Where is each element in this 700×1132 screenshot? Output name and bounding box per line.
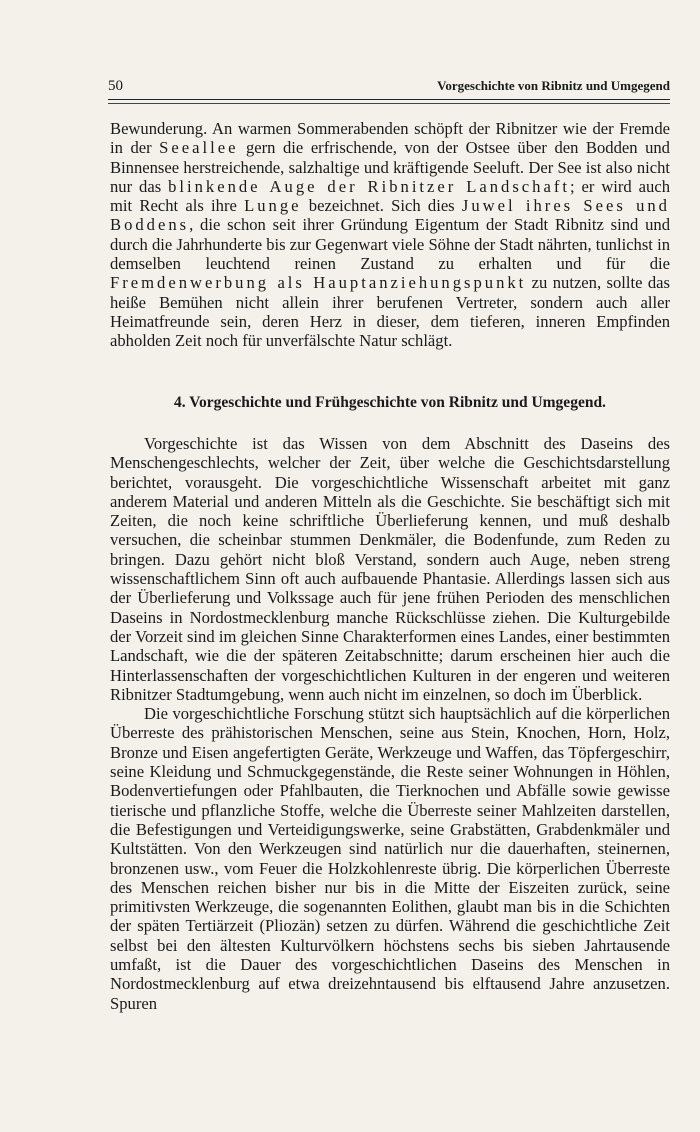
running-head: Vorgeschichte von Ribnitz und Umgegend bbox=[437, 78, 670, 93]
spaced-emphasis: Juwel ihres Sees und Boddens bbox=[110, 196, 670, 235]
continuation-paragraph bbox=[110, 119, 670, 351]
text-run: ; er wird auch mit Recht als ihre bbox=[110, 176, 670, 216]
text-run: bezeichnet. Sich dies bbox=[301, 196, 462, 216]
paragraph: Die vorgeschichtliche Forschung stützt sich hauptsächlich auf die körperlichen Überreste des prähistorischen Menschen, seine aus Stein, Knochen, Horn, Holz, Bronze und Eisen angefertigten Geräte, Werkzeuge und Waffen, das Töpfergeschirr, seine Kleidung und Schmuckgegenstände, die Reste seiner Wohnungen in Höhlen, Bodenvertiefungen oder Pfahlbauten, die Tierknochen und Abfälle sowie gewisse tierische und pflanzliche Stoffe, welche die Überreste seiner Mahlzeiten darstellen, die Befestigungen und Verteidigungswerke, seine Grabstätten, Grabdenkmäler und Kultstätten. Von den Werkzeugen sind natürlich nur die dauerhaften, steinernen, bronzenen usw., vom Feuer die Holzkohlenreste übrig. Die körperlichen Überreste des Menschen reichen bisher nur bis in die Mitte der Eiszeiten zurück, seine primitivsten Werkzeuge, die sogenannten Eolithen, glaubt man bis in die Schichten der späten Tertiärzeit (Pliozän) setzen zu dürfen. Während die geschichtliche Zeit selbst bei den ältesten Kulturvölkern höchstens sechs bis sieben Jahrtausende umfaßt, ist die Dauer des vorgeschichtlichen Daseins des Menschen in Nordostmecklenburg auf etwa dreizehntausend bis elftausend Jahre anzusetzen. Spuren bbox=[110, 704, 670, 1013]
section-heading: 4. Vorgeschichte und Frühgeschichte von Ribnitz und Umgegend. bbox=[174, 394, 606, 411]
page-number: 50 bbox=[108, 78, 123, 94]
section-body bbox=[110, 434, 670, 1013]
text-run: , die schon seit ihrer Gründung Eigentum der Stadt Ribnitz sind und durch die Jahrhunderte bis zur Gegenwart viele Söhne der Stadt nährten, tunlichst in demselben leuchtend reinen Zustand zu erhalten und für die bbox=[110, 215, 670, 274]
spaced-emphasis: Seeallee bbox=[159, 138, 239, 158]
text-run: gern die erfrischende, von der Ostsee über den Bodden und Binnensee herstreichende, salzhaltige und kräftigende Seeluft. Der See ist also nicht nur das bbox=[110, 138, 670, 196]
text-run: zu nutzen, sollte das heiße Bemühen nicht allein ihrer berufenen Vertreter, sondern auch aller Heimatfreunde sein, deren Herz in dieser, dem tieferen, inneren Empfinden abholden Zeit noch für unverfälschte Natur schlägt. bbox=[110, 273, 670, 351]
page-header bbox=[108, 78, 670, 100]
spaced-emphasis: Lunge bbox=[244, 196, 302, 216]
spaced-emphasis: Fremdenwerbung als Hauptanziehungspunkt bbox=[110, 273, 527, 293]
paragraph: Vorgeschichte ist das Wissen von dem Abschnitt des Daseins des Menschengeschlechts, welcher der Zeit, über welche die Geschichtsdarstellung berichtet, vorausgeht. Die vorgeschichtliche Wissenschaft arbeitet mit ganz anderem Material und anderen Mitteln als die Geschichte. Sie beschäftigt sich mit Zeiten, die noch keine schriftliche Überlieferung kennen, und muß deshalb versuchen, die scheinbar stummen Denkmäler, die Bodenfunde, zum Reden zu bringen. Dazu gehört nicht bloß Verstand, sondern auch Auge, neben streng wissenschaftlichem Sinn oft auch aufbauende Phantasie. Allerdings lassen sich aus der Überlieferung und Volkssage auch für jene frühen Perioden des menschlichen Daseins in Nordostmecklenburg manche Rückschlüsse ziehen. Die Kulturgebilde der Vorzeit sind im gleichen Sinne Charakterformen eines Landes, einer bestimmten Landschaft, wie die der späteren Zeitabschnitte; darum erscheinen hier auch die Hinterlassenschaften der vorgeschichtlichen Kulturen in der engeren und weiteren Ribnitzer Stadtumgebung, wenn auch nicht im einzelnen, so doch im Überblick. bbox=[110, 434, 670, 704]
text-run: Bewunderung. An warmen Sommerabenden schöpft der Ribnitzer wie der Fremde in der bbox=[110, 119, 670, 158]
spaced-emphasis: blinkende Auge der Ribnitzer Landschaft bbox=[168, 176, 570, 196]
